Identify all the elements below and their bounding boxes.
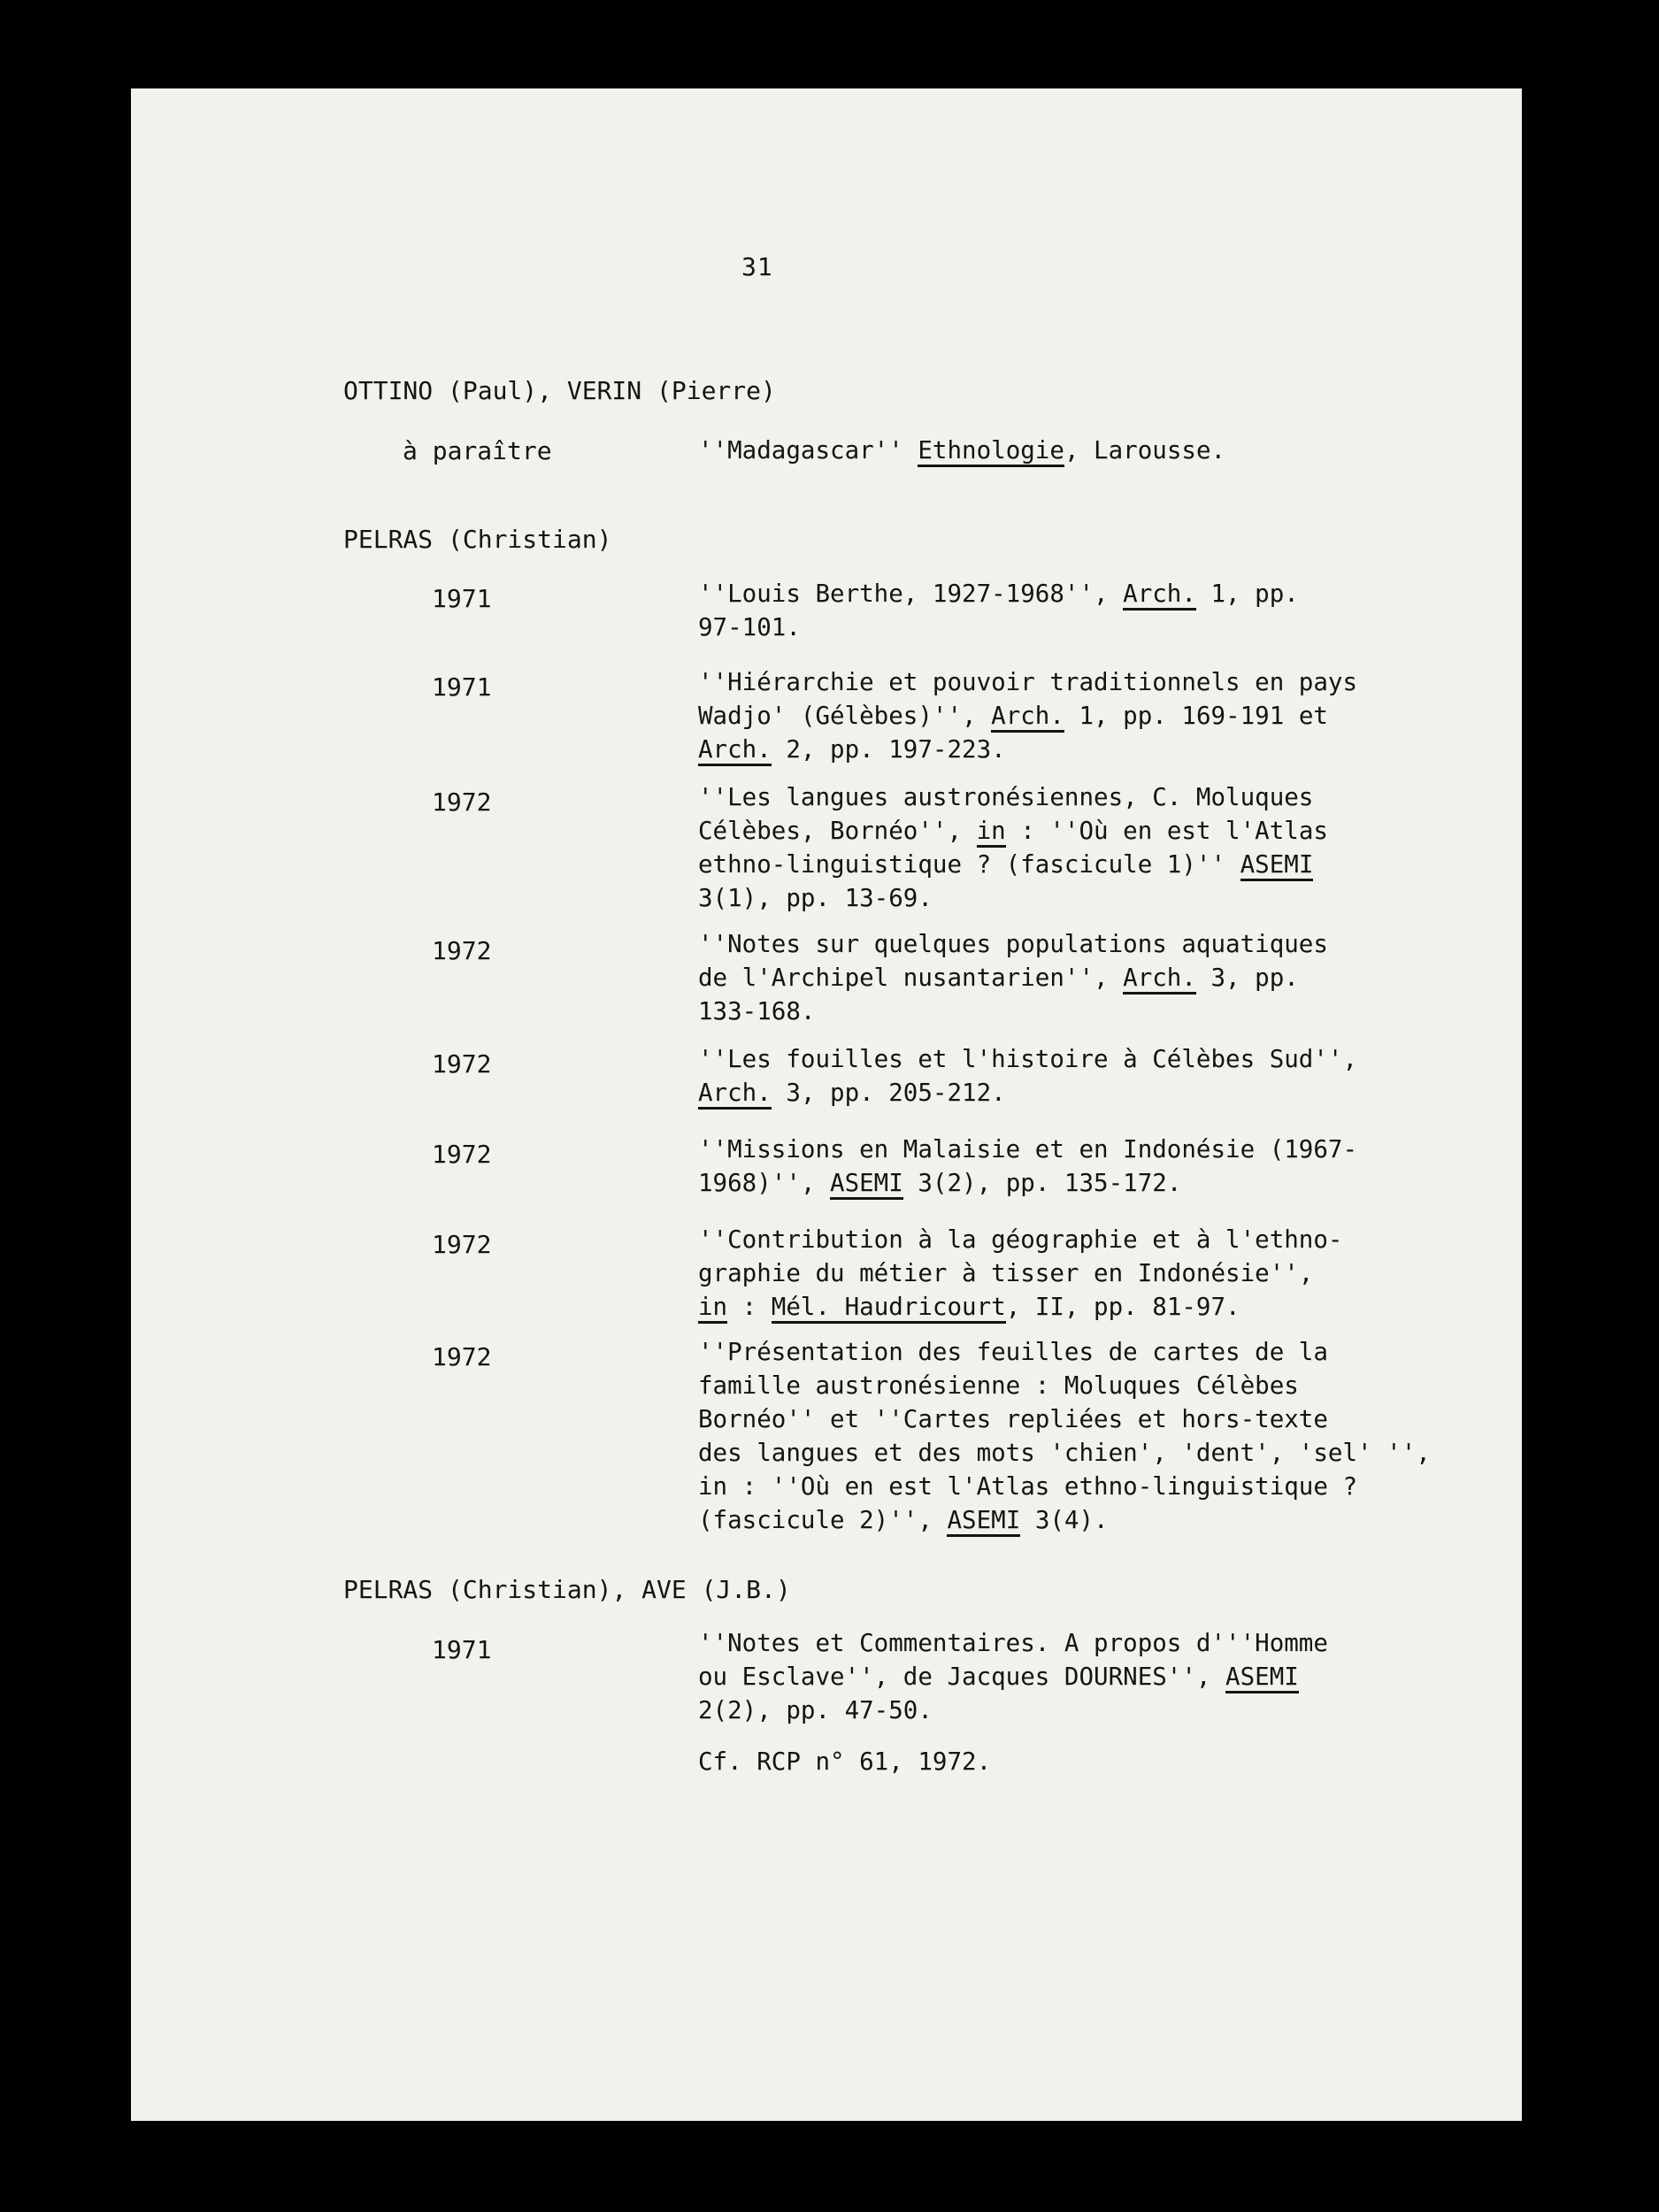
citation-line [698,848,1388,881]
citation-line [698,1076,1388,1110]
citation-text: famille austronésienne : Moluques Célèbes [698,1371,1299,1400]
citation-text: de l'Archipel nusantarien'', [698,964,1124,992]
entry-year: 1972 [432,936,492,965]
citation-line [698,665,1388,699]
citation-line [698,1436,1431,1470]
citation-line [698,577,1388,611]
citation-line [698,1660,1388,1694]
entry-citation [698,1335,1431,1537]
entry-citation [698,1133,1388,1200]
citation-text: ''Louis Berthe, 1927-1968'', [698,580,1124,608]
citation-line [698,1694,1388,1727]
entry-citation [698,577,1388,644]
citation-text: 2, pp. 197-223. [771,735,1006,764]
underlined-title: Arch. [1123,580,1196,611]
underlined-title: ASEMI [947,1506,1020,1537]
citation-line [698,1626,1388,1660]
underlined-title: Arch. [698,735,772,766]
citation-line [698,1402,1388,1436]
underlined-title: Arch. [698,1079,772,1110]
entry-citation [698,927,1388,1028]
citation-text: (fascicule 2)'', [698,1506,948,1534]
citation-line [698,1470,1388,1503]
citation-text: ''Notes sur quelques populations aquatiques [698,930,1328,958]
entry-citation [698,1745,1388,1778]
citation-text: 2(2), pp. 47-50. [698,1696,933,1724]
entry-year: 1972 [432,787,492,817]
citation-text: ''Les langues austronésiennes, C. Moluques [698,783,1314,811]
citation-text: ''Madagascar'' [698,436,918,465]
citation-line [698,814,1388,848]
citation-text: : ''Où en est l'Atlas [1005,817,1328,845]
citation-text: 1, pp. [1195,580,1299,608]
citation-text: , II, pp. 81-97. [1005,1293,1240,1321]
author-heading: PELRAS (Christian) [343,525,612,554]
citation-text: ou Esclave'', de Jacques DOURNES'', [698,1663,1226,1691]
citation-text: 3(2), pp. 135-172. [902,1169,1182,1197]
citation-line [698,611,1388,644]
citation-line [698,881,1388,915]
citation-text: in : ''Où en est l'Atlas ethno-linguistique ? [698,1472,1358,1501]
entry-year: 1972 [432,1230,492,1259]
citation-text: des langues et des mots 'chien', 'dent', 'sel' '', [698,1439,1431,1467]
citation-text: 1968)'', [698,1169,831,1197]
citation-line [698,1745,1388,1778]
citation-line [698,1223,1388,1256]
author-heading: PELRAS (Christian), AVE (J.B.) [343,1575,791,1604]
citation-text: ''Hiérarchie et pouvoir traditionnels en pays [698,668,1358,696]
citation-text: Cf. RCP n° 61, 1972. [698,1747,992,1776]
citation-text: 133-168. [698,997,816,1025]
citation-text: 3, pp. 205-212. [771,1079,1006,1107]
citation-line [698,1166,1388,1200]
citation-line [698,1042,1388,1076]
entry-citation [698,780,1388,915]
underlined-title: ASEMI [1225,1663,1299,1694]
citation-line [698,733,1388,766]
citation-text: 1, pp. 169-191 et [1064,702,1328,730]
citation-text: 3, pp. [1195,964,1299,992]
citation-text: 3(1), pp. 13-69. [698,884,933,912]
citation-line [698,1133,1388,1166]
entry-citation [698,1042,1388,1110]
entry-year: 1971 [432,584,492,613]
entry-citation [698,434,1388,467]
citation-text: ''Contribution à la géographie et à l'ethno- [698,1225,1343,1254]
citation-line [698,1335,1388,1369]
citation-line [698,995,1388,1028]
citation-text: Wadjo' (Gélèbes)'', [698,702,992,730]
citation-text: Bornéo'' et ''Cartes repliées et hors-texte [698,1405,1328,1433]
underlined-title: in [977,817,1006,848]
citation-text: 3(4). [1020,1506,1109,1534]
entry-year: 1972 [432,1342,492,1371]
citation-text: Célèbes, Bornéo'', [698,817,977,845]
citation-line [698,961,1388,995]
underlined-title: ASEMI [830,1169,903,1200]
entry-citation [698,1626,1388,1727]
underlined-title: Ethnologie [918,436,1064,467]
entry-citation [698,665,1388,766]
citation-text: : [727,1293,772,1321]
entry-year: 1971 [432,1635,492,1664]
entry-year: 1971 [432,672,492,702]
citation-line [698,927,1388,961]
citation-text: ''Présentation des feuilles de cartes de la [698,1338,1328,1366]
citation-text: ''Missions en Malaisie et en Indonésie (1967- [698,1135,1358,1164]
citation-text: graphie du métier à tisser en Indonésie'', [698,1259,1314,1287]
citation-line [698,699,1388,733]
citation-text: ethno-linguistique ? (fascicule 1)'' [698,850,1240,879]
underlined-title: Mél. Haudricourt [772,1293,1006,1324]
citation-line [698,1290,1388,1324]
underlined-title: ASEMI [1240,850,1314,881]
underlined-title: in [698,1293,727,1324]
entry-year: à paraître [403,436,552,465]
underlined-title: Arch. [1123,964,1196,995]
entry-year: 1972 [432,1049,492,1079]
citation-line [698,1503,1388,1537]
citation-text: ''Les fouilles et l'histoire à Célèbes Sud'', [698,1045,1358,1073]
citation-line [698,434,1388,467]
citation-line [698,1369,1388,1402]
citation-text: 97-101. [698,613,801,641]
citation-line [698,1256,1388,1290]
page-number: 31 [741,252,773,281]
underlined-title: Arch. [991,702,1064,733]
citation-line [698,780,1388,814]
citation-text: , Larousse. [1064,436,1226,465]
author-heading: OTTINO (Paul), VERIN (Pierre) [343,376,776,405]
entry-citation [698,1223,1388,1324]
entry-year: 1972 [432,1140,492,1169]
citation-text: ''Notes et Commentaires. A propos d'''Homme [698,1629,1328,1657]
